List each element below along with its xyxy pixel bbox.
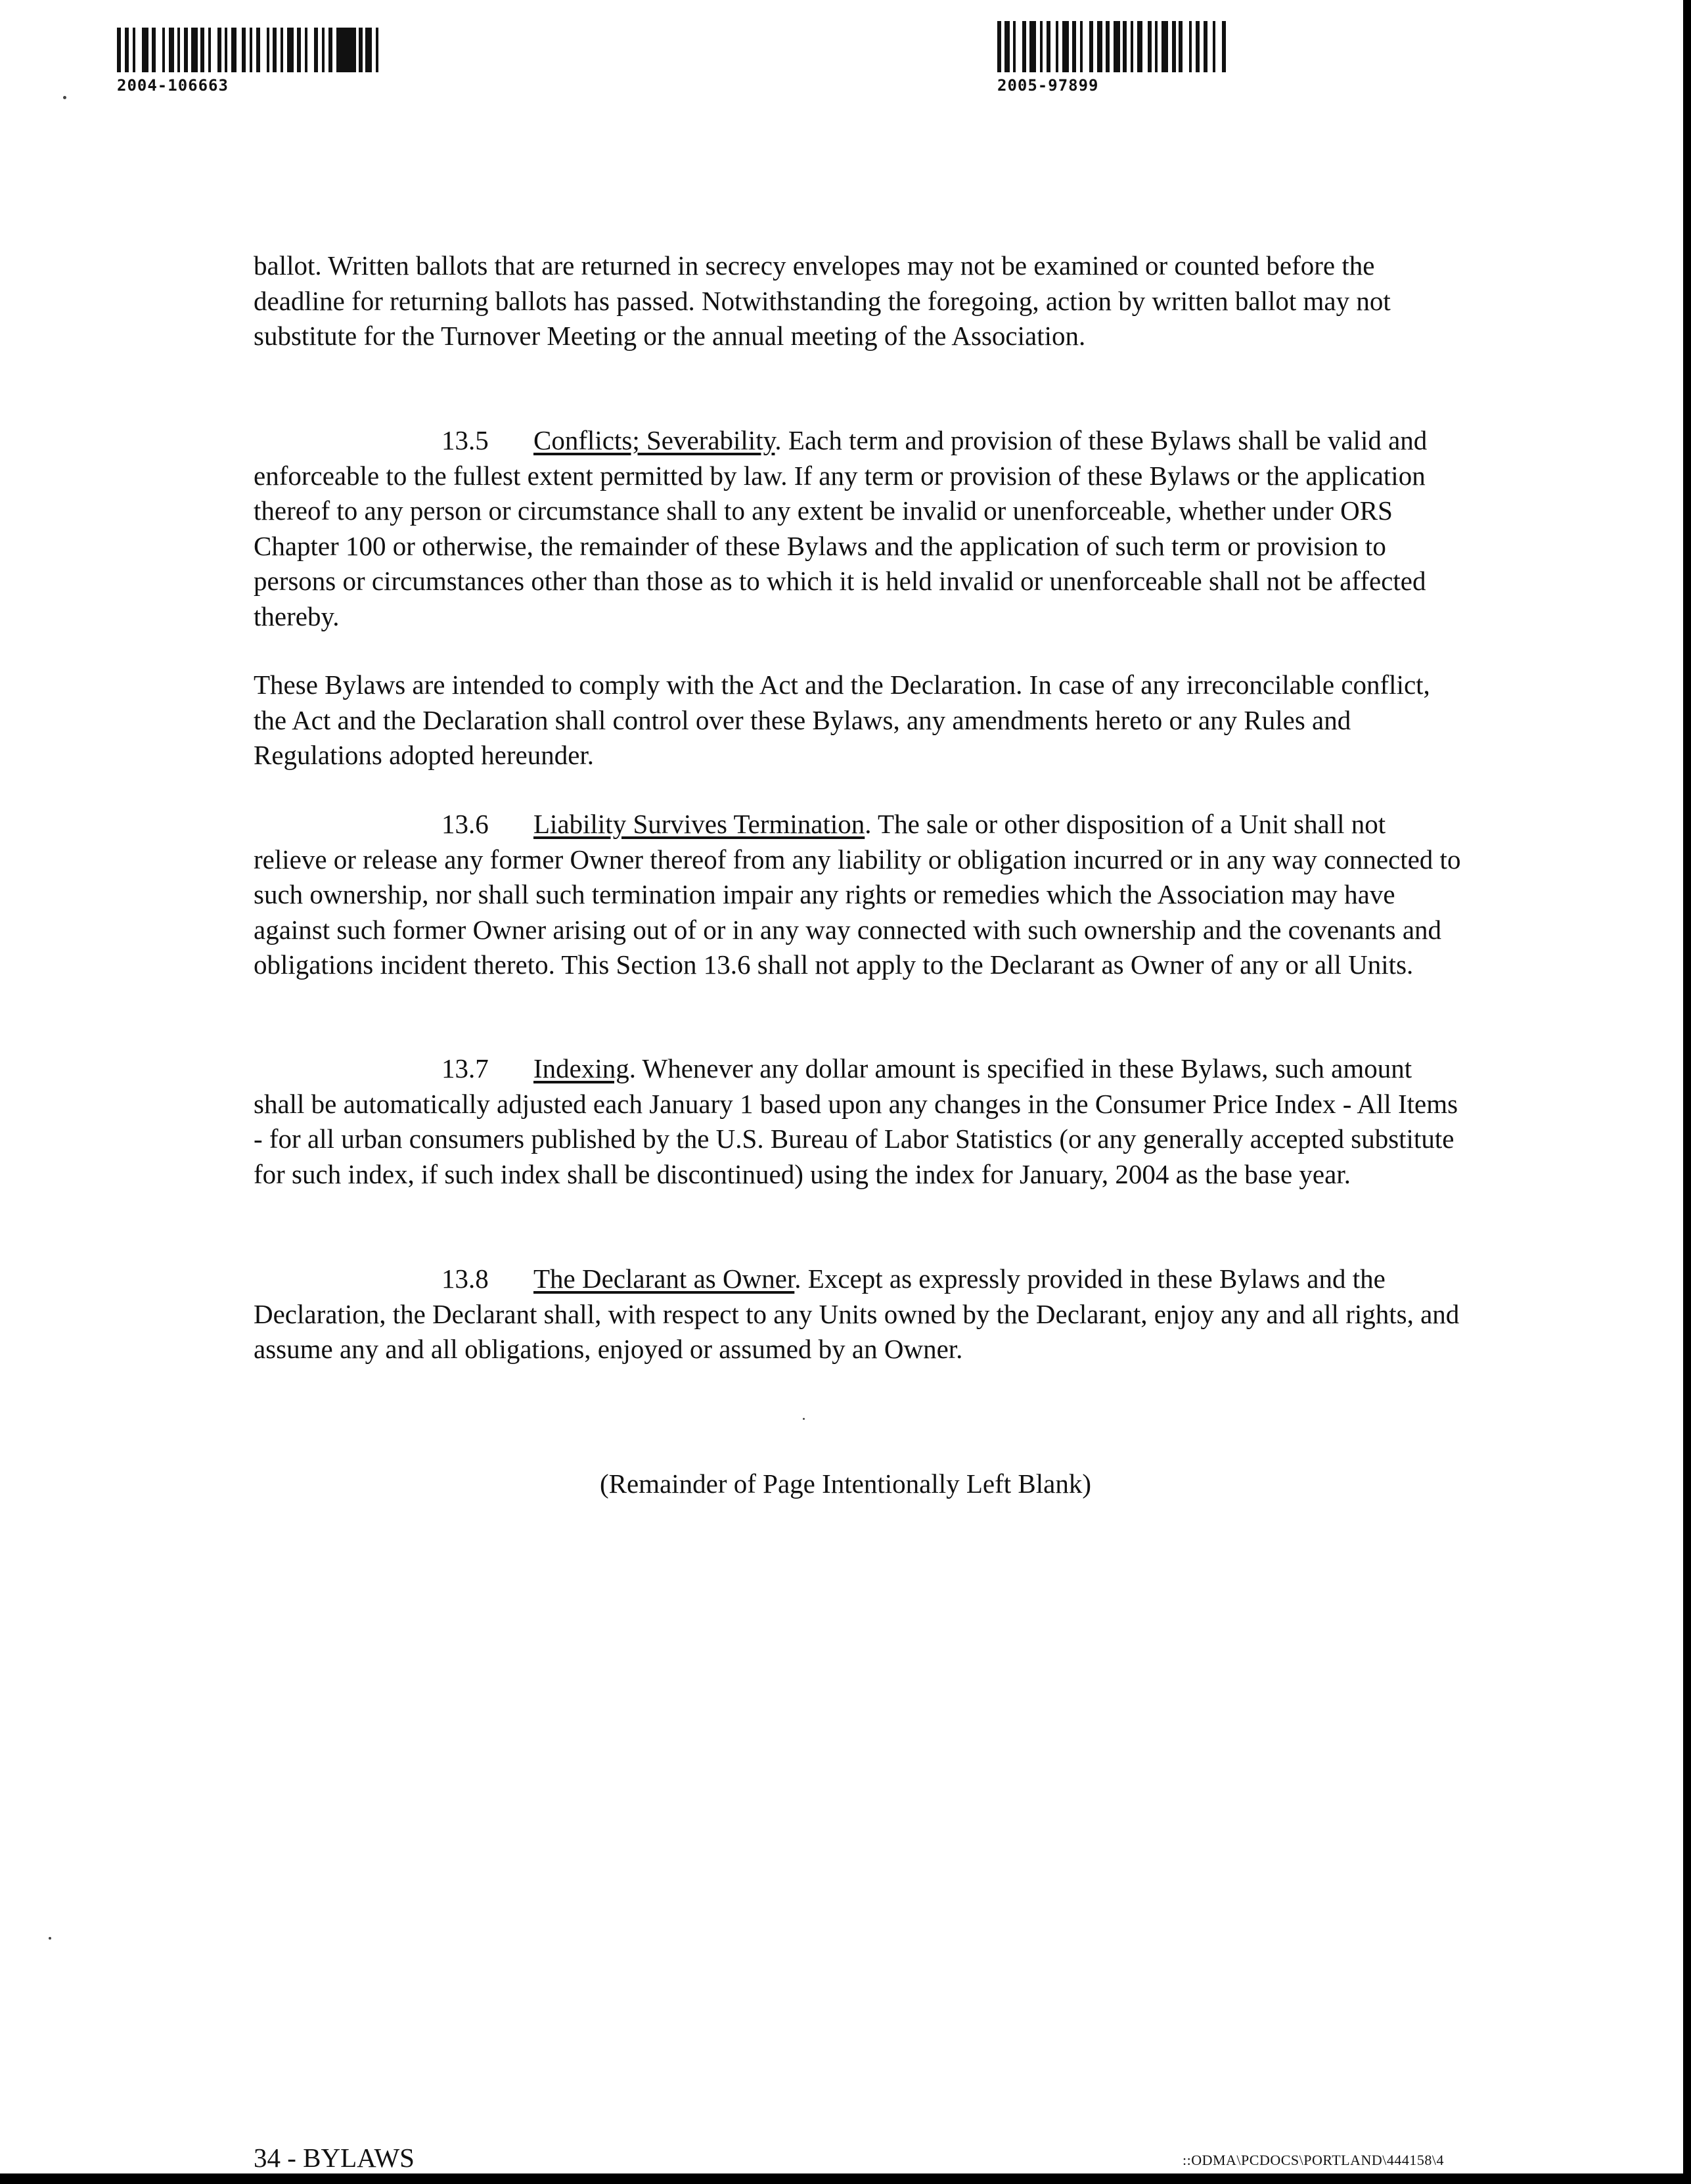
barcode-bar [1106, 21, 1110, 72]
barcode-bar [177, 28, 180, 72]
section-number: 13.7 [441, 1053, 489, 1083]
barcode-right-bars [997, 21, 1297, 72]
barcode-bar [1179, 21, 1183, 72]
section-text: . The sale or other disposition of a Unit shall not relieve or release any former Owner thereof from any liability or obligation incurred or in any way connected to such ownership, nor shall such termination impair any rights or remedies which the Association may have against such former Owner arising out of or in any way connected with such ownership and the covenants and obligations incident thereto. This Section 13.6 shall not apply to the Declarant as Owner of any or all Units. [254, 809, 1461, 980]
barcode-bar [117, 28, 121, 72]
barcode-bar [162, 28, 165, 72]
barcode-bar [1137, 21, 1142, 72]
barcode-bar [231, 28, 237, 72]
section-heading: Indexing [533, 1053, 629, 1083]
barcode-bar [365, 28, 372, 72]
barcode-bar [256, 28, 260, 72]
barcode-bar [184, 28, 188, 72]
barcode-left [117, 28, 420, 95]
footer-page-label: 34 - BYLAWS [254, 2143, 415, 2173]
barcode-bar [1004, 21, 1010, 72]
barcode-bar [225, 28, 227, 72]
barcode-bar [191, 28, 198, 72]
barcode-bar [200, 28, 204, 72]
barcode-bar [1080, 21, 1083, 72]
barcode-bar [1155, 21, 1158, 72]
section-heading: The Declarant as Owner [533, 1263, 795, 1294]
barcode-left-number: 2004-106663 [117, 76, 229, 95]
barcode-bar [1013, 21, 1016, 72]
barcode-bar [152, 28, 156, 72]
barcode-bar [250, 28, 252, 72]
barcode-bar [1148, 21, 1152, 72]
scan-speck [49, 1937, 51, 1940]
scan-edge-right [1683, 0, 1691, 2184]
barcode-bar [336, 28, 356, 72]
barcode-bar [305, 28, 307, 72]
barcode-bar [1123, 21, 1127, 72]
barcode-bar [217, 28, 221, 72]
paragraph-text: These Bylaws are intended to comply with the Act and the Declaration. In case of any irreconcilable conflict, the Act and the Declaration shall control over these Bylaws, any amendments hereto or any Rules and Regulations adopted hereunder. [254, 670, 1430, 770]
section-number: 13.6 [441, 809, 489, 839]
barcode-bar [125, 28, 129, 72]
section-heading: Conflicts; Severability [533, 425, 775, 455]
barcode-bar [1072, 21, 1076, 72]
barcode-bar [1131, 21, 1133, 72]
barcode-bar [1172, 21, 1176, 72]
scan-speck [63, 96, 66, 99]
barcode-bar [1161, 21, 1168, 72]
barcode-bar [328, 28, 332, 72]
blank-page-note: (Remainder of Page Intentionally Left Blank) [599, 1468, 1091, 1499]
barcode-bar [1040, 21, 1043, 72]
paragraph-ballot-continuation [254, 248, 1461, 354]
barcode-bar [1204, 21, 1207, 72]
barcode-bar [267, 28, 269, 72]
barcode-bar [997, 21, 1001, 72]
barcode-bar [1047, 21, 1050, 72]
section-text: . Each term and provision of these Bylaws shall be valid and enforceable to the fullest extent permitted by law. If any term or provision of these Bylaws or the application thereof to any person or circumstance shall to any extent be invalid or unenforceable, whether under ORS Chapter 100 or otherwise, the remainder of these Bylaws and the application of such term or provision to persons or circumstances other than those as to which it is held invalid or unenforceable shall not be affected thereby. [254, 425, 1428, 631]
barcode-bar [1022, 21, 1026, 72]
barcode-bar [322, 28, 325, 72]
section-13-6 [254, 807, 1461, 983]
barcode-bar [1114, 21, 1120, 72]
barcode-bar [1062, 21, 1069, 72]
barcode-bar [287, 28, 294, 72]
section-13-8 [254, 1262, 1461, 1367]
section-number: 13.5 [441, 425, 489, 455]
barcode-bar [1222, 21, 1226, 72]
barcode-bar [297, 28, 301, 72]
section-13-7 [254, 1051, 1461, 1192]
barcode-bar [359, 28, 363, 72]
barcode-bar [314, 28, 318, 72]
barcode-bar [1056, 21, 1058, 72]
paragraph-text: ballot. Written ballots that are returned in secrecy envelopes may not be examined or counted before the deadline for returning ballots has passed. Notwithstanding the foregoing, action by written ballot may not substitute for the Turnover Meeting or the annual meeting of the Association. [254, 250, 1391, 351]
scan-edge-bottom [0, 2173, 1691, 2184]
section-heading: Liability Survives Termination [533, 809, 865, 839]
section-text: . Whenever any dollar amount is specified in these Bylaws, such amount shall be automatically adjusted each January 1 based upon any changes in the Consumer Price Index - All Items - for all urban consumers published by the U.S. Bureau of Labor Statistics (or any generally accepted substitute for such index, if such index shall be discontinued) using the index for January, 2004 as the base year. [254, 1053, 1458, 1189]
barcode-bar [1029, 21, 1036, 72]
section-number: 13.8 [441, 1263, 489, 1294]
scan-speck [803, 1418, 805, 1420]
barcode-bar [1089, 21, 1093, 72]
barcode-bar [1213, 21, 1215, 72]
barcode-bar [273, 28, 277, 72]
barcode-bar [133, 28, 135, 72]
section-13-5 [254, 423, 1461, 634]
barcode-bar [281, 28, 283, 72]
paragraph-compliance [254, 668, 1461, 773]
barcode-bar [169, 28, 174, 72]
barcode-bar [242, 28, 246, 72]
barcode-right-number: 2005-97899 [997, 76, 1099, 95]
barcode-bar [1196, 21, 1200, 72]
barcode-bar [208, 28, 211, 72]
barcode-bar [1189, 21, 1192, 72]
barcode-bar [376, 28, 378, 72]
section-text: . Except as expressly provided in these Bylaws and the Declaration, the Declarant shall, with respect to any Units owned by the Declarant, enjoy any and all rights, and assume any and all obligations, enjoyed or assumed by an Owner. [254, 1263, 1460, 1364]
barcode-left-bars [117, 28, 420, 72]
barcode-bar [142, 28, 148, 72]
barcode-bar [1097, 21, 1102, 72]
footer-document-path: ::ODMA\PCDOCS\PORTLAND\444158\4 [1182, 2152, 1444, 2168]
barcode-right [997, 21, 1297, 95]
